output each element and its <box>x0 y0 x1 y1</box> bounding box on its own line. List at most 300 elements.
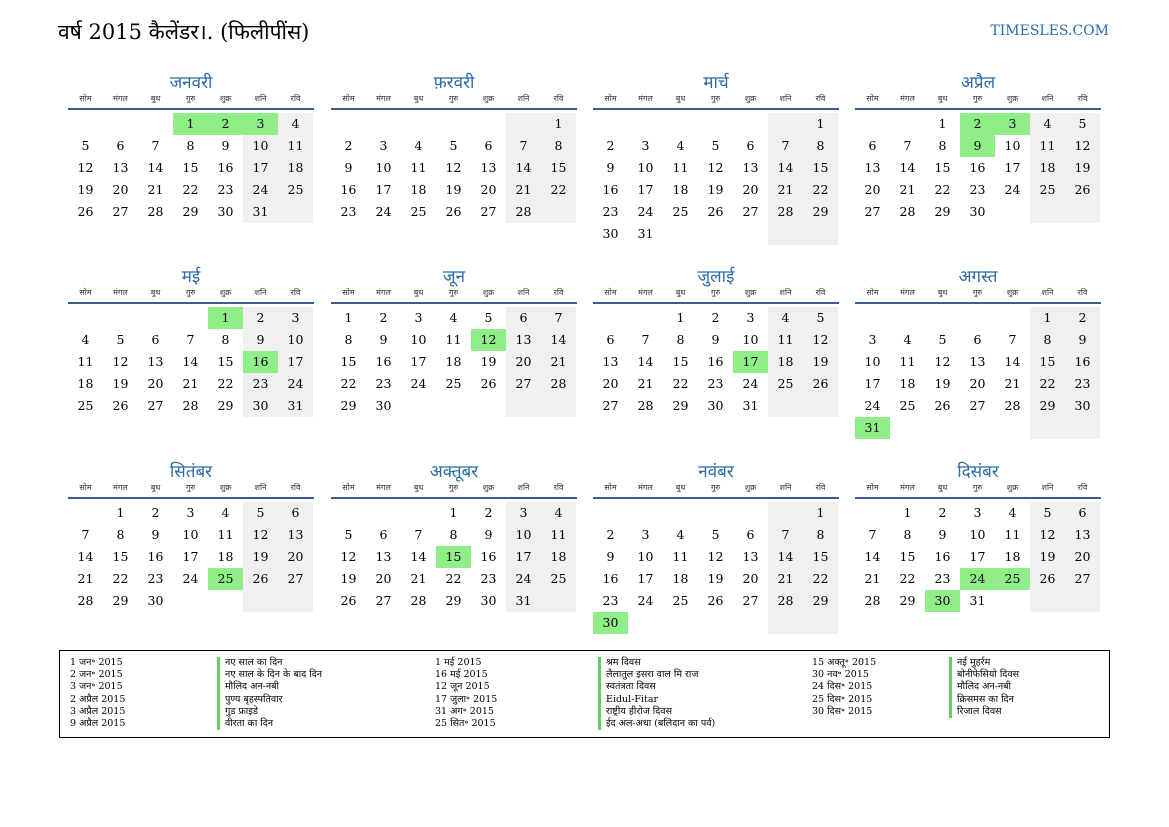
day-cell: 28 <box>506 201 541 223</box>
weekday-label: रवि <box>290 288 301 297</box>
day-cell: 24 <box>410 376 427 391</box>
weekday-label: मंगल <box>376 288 391 297</box>
empty-cell <box>890 417 925 439</box>
legend-column-3 <box>812 657 1152 718</box>
month-name: सितंबर <box>169 462 213 482</box>
holiday-day: 3 <box>243 113 278 135</box>
legend-holiday-name: क्रिसमस का दिन <box>949 694 1014 706</box>
empty-cell <box>663 223 698 245</box>
day-cell: 18 <box>672 571 689 586</box>
day-cell: 18 <box>672 182 689 197</box>
day-cell: 20 <box>278 546 313 568</box>
legend-item <box>812 706 1152 718</box>
legend-item <box>435 706 775 718</box>
day-cell: 19 <box>112 376 129 391</box>
day-cell: 28 <box>899 204 916 219</box>
day-cell: 8 <box>903 527 912 542</box>
day-grid <box>855 113 1101 223</box>
day-cell: 16 <box>1065 351 1100 373</box>
day-cell: 17 <box>182 549 199 564</box>
weekday-label: शनि <box>779 94 792 103</box>
day-cell: 27 <box>506 373 541 395</box>
weekday-label: सोम <box>79 483 92 492</box>
day-cell: 16 <box>969 160 986 175</box>
day-cell: 10 <box>243 135 278 157</box>
empty-cell <box>1030 590 1065 612</box>
day-cell: 27 <box>480 204 497 219</box>
day-cell: 20 <box>864 182 881 197</box>
month-block <box>855 461 1101 612</box>
holiday-day: 3 <box>995 113 1030 135</box>
day-cell: 23 <box>217 182 234 197</box>
day-cell: 22 <box>803 179 838 201</box>
day-cell: 17 <box>278 351 313 373</box>
empty-cell <box>628 612 663 634</box>
empty-cell <box>541 590 576 612</box>
weekday-label: शुक्र <box>219 483 232 492</box>
day-cell: 16 <box>602 182 619 197</box>
holiday-day: 25 <box>995 568 1030 590</box>
empty-cell <box>173 590 208 612</box>
day-cell: 31 <box>637 226 654 241</box>
empty-cell <box>331 502 366 524</box>
day-cell: 7 <box>506 135 541 157</box>
empty-cell <box>628 502 663 524</box>
empty-cell <box>803 395 838 417</box>
day-cell: 9 <box>484 527 493 542</box>
weekday-label: बुध <box>937 94 948 103</box>
day-cell: 18 <box>541 546 576 568</box>
day-cell: 14 <box>147 160 164 175</box>
month-name: दिसंबर <box>957 462 999 482</box>
holiday-legend <box>59 650 1110 738</box>
weekday-header <box>593 288 839 304</box>
weekday-label: मंगल <box>638 288 653 297</box>
day-cell: 22 <box>217 376 234 391</box>
weekday-label: सोम <box>866 94 879 103</box>
day-cell: 1 <box>938 116 947 131</box>
day-cell: 7 <box>768 135 803 157</box>
legend-holiday-name: नए साल का दिन <box>217 657 282 669</box>
weekday-label: शनि <box>779 483 792 492</box>
day-cell: 9 <box>711 332 720 347</box>
day-cell: 25 <box>672 593 689 608</box>
day-cell: 3 <box>746 310 755 325</box>
weekday-header <box>331 94 577 110</box>
weekday-label: रवि <box>553 288 564 297</box>
day-cell: 6 <box>484 138 493 153</box>
legend-date: 3 अप्रैल 2015 <box>70 705 126 717</box>
empty-cell <box>593 502 628 524</box>
day-cell: 22 <box>182 182 199 197</box>
legend-holiday-name: मौलिद अन-नबी <box>217 681 279 693</box>
weekday-label: सोम <box>342 288 355 297</box>
day-cell: 27 <box>602 398 619 413</box>
day-grid <box>331 307 577 417</box>
legend-item <box>70 681 410 693</box>
weekday-label: शुक्र <box>482 288 495 297</box>
empty-cell <box>541 395 576 417</box>
month-name: फ़रवरी <box>433 73 475 93</box>
day-cell: 6 <box>116 138 125 153</box>
day-cell: 8 <box>1030 329 1065 351</box>
day-cell: 19 <box>77 182 94 197</box>
weekday-label: शनि <box>1041 288 1054 297</box>
empty-cell <box>628 113 663 135</box>
weekday-label: शुक्र <box>1006 288 1019 297</box>
day-cell: 13 <box>1065 524 1100 546</box>
weekday-label: सोम <box>604 483 617 492</box>
day-cell: 1 <box>803 502 838 524</box>
day-cell: 20 <box>375 571 392 586</box>
day-cell: 24 <box>742 376 759 391</box>
legend-holiday-name: श्रम दिवस <box>598 657 641 669</box>
legend-holiday-name: लैलातुल इसरा वाल मि राज <box>598 669 698 681</box>
day-cell: 21 <box>864 571 881 586</box>
day-cell: 19 <box>707 182 724 197</box>
holiday-day: 17 <box>733 351 768 373</box>
month-block <box>68 266 314 417</box>
weekday-label: शुक्र <box>482 94 495 103</box>
day-cell: 30 <box>217 204 234 219</box>
site-link[interactable]: TIMESLES.COM <box>990 23 1109 39</box>
legend-date: 12 जून 2015 <box>435 681 490 693</box>
day-grid <box>331 113 577 223</box>
weekday-label: गुरु <box>185 94 196 103</box>
day-cell: 11 <box>278 135 313 157</box>
day-cell: 11 <box>672 160 689 175</box>
day-cell: 13 <box>742 549 759 564</box>
day-cell: 14 <box>768 157 803 179</box>
legend-holiday-name: बोनीफेसियो दिवस <box>949 669 1019 681</box>
day-cell: 10 <box>375 160 392 175</box>
legend-item <box>812 694 1152 706</box>
weekday-label: शुक्र <box>744 288 757 297</box>
day-grid <box>68 502 314 612</box>
weekday-header <box>68 94 314 110</box>
day-cell: 16 <box>147 549 164 564</box>
day-cell: 3 <box>973 505 982 520</box>
day-cell: 25 <box>278 179 313 201</box>
day-cell: 31 <box>742 398 759 413</box>
day-cell: 9 <box>243 329 278 351</box>
legend-column-2 <box>435 657 775 730</box>
day-cell: 20 <box>112 182 129 197</box>
day-cell: 8 <box>676 332 685 347</box>
day-cell: 4 <box>221 505 230 520</box>
empty-cell <box>506 395 541 417</box>
empty-cell <box>768 395 803 417</box>
legend-item <box>70 669 410 681</box>
weekday-label: गुरु <box>448 288 459 297</box>
month-name: मार्च <box>703 73 729 93</box>
weekday-label: सोम <box>866 288 879 297</box>
legend-date: 25 दिस॰ 2015 <box>812 693 873 705</box>
empty-cell <box>1065 417 1100 439</box>
day-cell: 29 <box>340 398 357 413</box>
day-cell: 21 <box>410 571 427 586</box>
weekday-label: रवि <box>1077 94 1088 103</box>
day-cell: 6 <box>746 138 755 153</box>
day-cell: 24 <box>637 593 654 608</box>
weekday-label: शनि <box>254 94 267 103</box>
weekday-label: मंगल <box>638 94 653 103</box>
day-cell: 19 <box>934 376 951 391</box>
day-cell: 29 <box>899 593 916 608</box>
day-cell: 30 <box>243 395 278 417</box>
page-title: वर्ष 2015 कैलेंडर।. (फिलीपींस) <box>58 20 310 44</box>
day-cell: 29 <box>934 204 951 219</box>
legend-item <box>70 718 410 730</box>
day-cell: 15 <box>182 160 199 175</box>
month-block <box>331 72 577 223</box>
day-cell: 31 <box>278 395 313 417</box>
weekday-label: बुध <box>150 94 161 103</box>
day-cell: 14 <box>637 354 654 369</box>
weekday-header <box>331 483 577 499</box>
empty-cell <box>436 395 471 417</box>
day-cell: 22 <box>934 182 951 197</box>
empty-cell <box>768 223 803 245</box>
day-cell: 15 <box>1030 351 1065 373</box>
weekday-label: गुरु <box>448 94 459 103</box>
weekday-header <box>593 483 839 499</box>
day-cell: 23 <box>934 571 951 586</box>
day-cell: 12 <box>707 160 724 175</box>
empty-cell <box>436 113 471 135</box>
day-cell: 16 <box>480 549 497 564</box>
day-cell: 13 <box>147 354 164 369</box>
day-cell: 26 <box>243 568 278 590</box>
day-cell: 11 <box>77 354 94 369</box>
day-cell: 28 <box>637 398 654 413</box>
weekday-label: गुरु <box>710 94 721 103</box>
day-cell: 27 <box>112 204 129 219</box>
day-cell: 26 <box>1065 179 1100 201</box>
weekday-label: मंगल <box>113 483 128 492</box>
empty-cell <box>803 223 838 245</box>
day-cell: 6 <box>746 527 755 542</box>
weekday-label: रवि <box>815 483 826 492</box>
day-cell: 29 <box>182 204 199 219</box>
weekday-label: बुध <box>150 483 161 492</box>
day-cell: 8 <box>803 135 838 157</box>
day-cell: 7 <box>768 524 803 546</box>
weekday-label: बुध <box>413 483 424 492</box>
legend-item <box>812 669 1152 681</box>
weekday-label: बुध <box>150 288 161 297</box>
day-cell: 27 <box>742 593 759 608</box>
day-cell: 13 <box>602 354 619 369</box>
day-cell: 4 <box>81 332 90 347</box>
legend-date: 30 नव॰ 2015 <box>812 669 869 681</box>
day-cell: 30 <box>375 398 392 413</box>
day-cell: 26 <box>803 373 838 395</box>
day-cell: 7 <box>151 138 160 153</box>
day-cell: 12 <box>445 160 462 175</box>
empty-cell <box>138 307 173 329</box>
empty-cell <box>138 113 173 135</box>
holiday-day: 1 <box>173 113 208 135</box>
day-cell: 16 <box>934 549 951 564</box>
weekday-label: बुध <box>413 288 424 297</box>
day-cell: 25 <box>541 568 576 590</box>
empty-cell <box>541 201 576 223</box>
day-cell: 29 <box>803 201 838 223</box>
day-cell: 11 <box>217 527 234 542</box>
day-cell: 27 <box>278 568 313 590</box>
day-cell: 17 <box>637 571 654 586</box>
day-cell: 8 <box>344 332 353 347</box>
day-cell: 30 <box>480 593 497 608</box>
weekday-label: मंगल <box>900 483 915 492</box>
day-cell: 5 <box>81 138 90 153</box>
day-cell: 23 <box>480 571 497 586</box>
legend-date: 1 मई 2015 <box>435 657 482 668</box>
day-cell: 21 <box>506 179 541 201</box>
day-cell: 28 <box>147 204 164 219</box>
weekday-label: रवि <box>815 94 826 103</box>
month-block <box>855 266 1101 439</box>
day-cell: 6 <box>973 332 982 347</box>
day-cell: 21 <box>77 571 94 586</box>
day-cell: 30 <box>147 593 164 608</box>
legend-item <box>435 694 775 706</box>
day-cell: 26 <box>934 398 951 413</box>
day-cell: 12 <box>934 354 951 369</box>
day-cell: 28 <box>410 593 427 608</box>
day-cell: 31 <box>243 201 278 223</box>
weekday-label: शनि <box>517 483 530 492</box>
day-cell: 10 <box>637 549 654 564</box>
month-name: जनवरी <box>169 73 213 93</box>
legend-holiday-name: नई मुहर्रम <box>949 657 990 669</box>
day-grid <box>68 307 314 417</box>
legend-holiday-name: गुड फ्राइडे <box>217 706 258 718</box>
day-cell: 15 <box>340 354 357 369</box>
day-cell: 10 <box>742 332 759 347</box>
holiday-day: 2 <box>960 113 995 135</box>
empty-cell <box>1065 201 1100 223</box>
day-cell: 28 <box>541 373 576 395</box>
weekday-label: मंगल <box>113 94 128 103</box>
day-cell: 3 <box>641 138 650 153</box>
empty-cell <box>733 223 768 245</box>
day-cell: 22 <box>672 376 689 391</box>
empty-cell <box>803 612 838 634</box>
day-cell: 9 <box>606 549 615 564</box>
empty-cell <box>698 223 733 245</box>
weekday-label: गुरु <box>185 288 196 297</box>
empty-cell <box>401 113 436 135</box>
day-cell: 10 <box>278 329 313 351</box>
day-cell: 4 <box>676 138 685 153</box>
day-cell: 8 <box>541 135 576 157</box>
day-cell: 4 <box>1008 505 1017 520</box>
day-cell: 14 <box>1004 354 1021 369</box>
day-cell: 9 <box>1065 329 1100 351</box>
empty-cell <box>925 417 960 439</box>
holiday-day: 30 <box>593 612 628 634</box>
day-cell: 18 <box>410 182 427 197</box>
weekday-label: शनि <box>779 288 792 297</box>
day-cell: 11 <box>768 329 803 351</box>
day-cell: 16 <box>602 571 619 586</box>
weekday-label: गुरु <box>972 288 983 297</box>
day-cell: 18 <box>768 351 803 373</box>
weekday-header <box>68 483 314 499</box>
day-cell: 10 <box>410 332 427 347</box>
empty-cell <box>278 201 313 223</box>
weekday-label: रवि <box>290 94 301 103</box>
empty-cell <box>593 307 628 329</box>
empty-cell <box>698 612 733 634</box>
day-cell: 3 <box>379 138 388 153</box>
empty-cell <box>278 590 313 612</box>
month-block <box>593 72 839 245</box>
weekday-header <box>855 483 1101 499</box>
day-cell: 7 <box>81 527 90 542</box>
weekday-label: शुक्र <box>1006 483 1019 492</box>
empty-cell <box>855 307 890 329</box>
day-cell: 19 <box>445 182 462 197</box>
day-cell: 5 <box>711 527 720 542</box>
day-cell: 24 <box>375 204 392 219</box>
holiday-day: 15 <box>436 546 471 568</box>
day-cell: 25 <box>899 398 916 413</box>
day-cell: 3 <box>506 502 541 524</box>
legend-item <box>812 681 1152 693</box>
empty-cell <box>733 113 768 135</box>
day-cell: 6 <box>1065 502 1100 524</box>
empty-cell <box>506 113 541 135</box>
day-cell: 13 <box>742 160 759 175</box>
day-cell: 11 <box>899 354 916 369</box>
day-cell: 26 <box>1030 568 1065 590</box>
day-cell: 25 <box>672 204 689 219</box>
day-grid <box>68 113 314 223</box>
day-cell: 11 <box>445 332 462 347</box>
legend-date: 30 दिस॰ 2015 <box>812 705 873 717</box>
day-cell: 11 <box>672 549 689 564</box>
weekday-label: शनि <box>1041 94 1054 103</box>
weekday-label: मंगल <box>113 288 128 297</box>
day-cell: 15 <box>934 160 951 175</box>
day-cell: 21 <box>899 182 916 197</box>
day-cell: 7 <box>186 332 195 347</box>
day-cell: 5 <box>1030 502 1065 524</box>
weekday-label: शनि <box>517 288 530 297</box>
day-cell: 2 <box>344 138 353 153</box>
day-cell: 18 <box>217 549 234 564</box>
day-cell: 21 <box>541 351 576 373</box>
holiday-day: 24 <box>960 568 995 590</box>
weekday-header <box>855 288 1101 304</box>
day-cell: 23 <box>969 182 986 197</box>
day-cell: 1 <box>803 113 838 135</box>
weekday-label: बुध <box>413 94 424 103</box>
weekday-label: गुरु <box>710 288 721 297</box>
day-cell: 21 <box>768 179 803 201</box>
day-cell: 4 <box>1030 113 1065 135</box>
day-cell: 18 <box>1004 549 1021 564</box>
empty-cell <box>995 201 1030 223</box>
day-cell: 26 <box>707 204 724 219</box>
day-cell: 14 <box>541 329 576 351</box>
day-cell: 24 <box>182 571 199 586</box>
day-cell: 19 <box>243 546 278 568</box>
weekday-label: रवि <box>553 94 564 103</box>
